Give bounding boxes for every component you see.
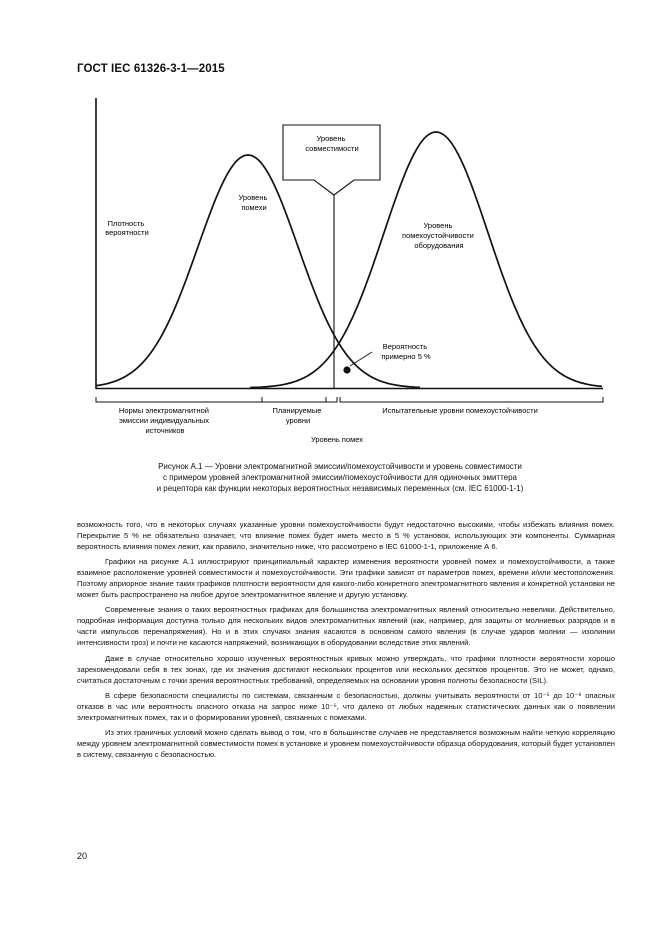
probability-note-label: Вероятность примерно 5 % — [381, 342, 431, 361]
emission-norms-bracket — [96, 397, 326, 402]
x-axis-label: Уровень помех — [310, 435, 364, 444]
body-text — [77, 519, 615, 764]
document-header: ГОСТ IEC 61326-3-1—2015 — [77, 63, 225, 75]
compatibility-level-label: Уровень совместимости — [305, 134, 359, 153]
probability-density-figure — [0, 0, 661, 460]
overlap-pointer-line — [350, 352, 372, 366]
emission-norms-label: Нормы электромагнитной эмиссии индивидуальных источников — [118, 406, 209, 435]
caption-line: Рисунок А.1 — Уровни электромагнитной эмиссии/помехоустойчивости и уровень совместимости — [158, 462, 522, 471]
overlap-point-marker — [343, 366, 350, 373]
paragraph: Даже в случае относительно хорошо изученных вероятностных кривых можно утверждать, что графики плотности вероятности хорошо зарекомендовали себя в тех зонах, где их значения достигают нескольких процентов или нескольких десятков процентов. Это не может, однако, считаться достаточным с точки зрения вероятностных требований, определяемых на основании уровня полноты безопасности (SIL). — [77, 653, 615, 685]
caption-line: и рецептора как функции некоторых вероятностных независимых переменных (см. IEC 61000-1-1) — [156, 484, 524, 493]
planned-levels-label: Планируемые уровни — [272, 406, 322, 425]
paragraph: Графики на рисунке А.1 иллюстрируют принципиальный характер изменения вероятности уровней помех и помехоустойчивости, а также взаимное расположение уровней совместимости и помехоустойчивости. Эти графики зависят от параметров помех, времени и/или местоположения. Поэтому априорное знание таких графиков плотности вероятности для какого-либо конкретного электромагнитного явления и конкретной установки не может быть распространено на любое другое электромагнитное явление и другую установку. — [77, 557, 615, 600]
test-levels-label: Испытательные уровни помехоустойчивости — [382, 406, 538, 415]
page-number: 20 — [77, 851, 88, 861]
paragraph: Современные знания о таких вероятностных графиках для большинства электромагнитных явлений относительно невелики. Действительно, подробная информация доступна только для нескольких видов электромагнитных явлений (как, например, для защиты от молниевых разрядов и в части импульсов перенапряжения). Но и в этих случаях знания касаются в основном самого явления (в случае ударов молнии — изолинии интенсивности гроз) и почти не касаются напряжений, возникающих в оборудовании вследствие этих явлений. — [77, 605, 615, 648]
paragraph: Из этих граничных условий можно сделать вывод о том, что в большинстве случаев не представляется возможным найти четкую корреляцию между уровнем электромагнитной совместимости помех в установке и уровнем помехоустойчивости образца оборудования, который будет установлен в систему, связанную с безопасностью. — [77, 727, 615, 759]
probability-density-label: Плотность вероятности — [105, 219, 149, 237]
test-levels-bracket — [340, 397, 603, 402]
interference-level-label: Уровень помехи — [238, 193, 268, 212]
paragraph: возможность того, что в некоторых случаях указанные уровни помехоустойчивости будут недостаточно высокими, чтобы избежать влияния помех. Перекрытие 5 % не обязательно означает, что влияние помех будет иметь место в 5 % установок, использующих эти компоненты. Суммарная вероятность влияния помех лежит, как правило, значительно ниже, что рассмотрено в IEC 61000-1-1, приложение А 6. — [77, 520, 615, 552]
caption-line: с примером уровней электромагнитной эмиссии/помехоустойчивости для одиночных эмиттера — [162, 473, 518, 482]
paragraph: В сфере безопасности специалисты по системам, связанным с безопасностью, должны учитывать вероятности от 10⁻⁵ до 10⁻⁹ опасных отказов в час или вероятность опасного отказа на запрос ниже 10⁻⁵, что далеко от любых надежных статистических данных как о появлении электромагнитных помех, так и о формировании уровней, связанных с помехами. — [77, 690, 615, 722]
immunity-level-label: Уровень помехоустойчивости оборудования — [402, 221, 474, 250]
figure-caption — [90, 461, 590, 494]
